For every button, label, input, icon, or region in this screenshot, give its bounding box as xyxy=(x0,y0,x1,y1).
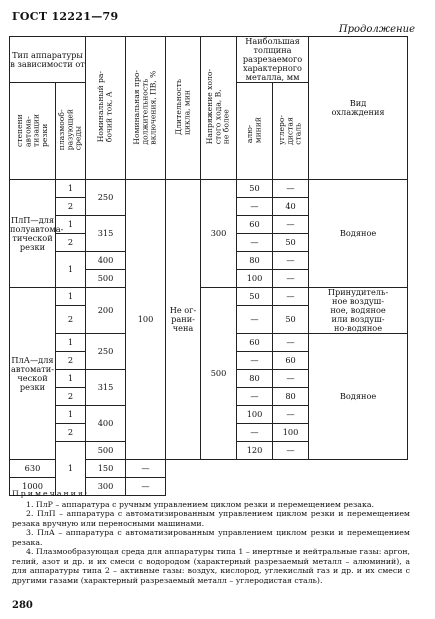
header-type-group: Тип аппаратуры в зависимости от xyxy=(10,37,86,83)
medium-cell: 2 xyxy=(56,198,86,216)
steel-cell: 60 xyxy=(273,352,309,370)
steel-cell: 40 xyxy=(273,198,309,216)
aluminium-cell: 100 xyxy=(237,270,273,288)
note-item: 1. ПлР – аппаратура с ручным управлением циклом резки и перемещением резака. xyxy=(26,499,374,509)
medium-cell: 2 xyxy=(56,234,86,252)
aluminium-cell: 50 xyxy=(237,288,273,306)
table-row xyxy=(10,180,408,198)
medium-cell: 1 xyxy=(56,442,86,496)
steel-cell: — xyxy=(273,334,309,352)
steel-cell: — xyxy=(273,180,309,198)
cycle-cell: Не ог- рани- чена xyxy=(166,180,201,460)
steel-cell: — xyxy=(273,442,309,460)
type-pla: ПлА—для автомати- ческой резки xyxy=(10,288,56,460)
voltage-cell: 300 xyxy=(201,180,237,288)
page-number: 280 xyxy=(12,600,33,611)
medium-cell: 1 xyxy=(56,370,86,388)
current-cell: 400 xyxy=(86,406,126,442)
current-cell: 500 xyxy=(86,442,126,460)
notes-section xyxy=(12,489,410,585)
notes-title: Примечания: xyxy=(12,489,90,498)
aluminium-cell: — xyxy=(237,424,273,442)
duration-cell: 100 xyxy=(126,180,166,460)
steel-cell: — xyxy=(273,270,309,288)
medium-cell: 1 xyxy=(56,334,86,352)
header-duration: Номинальная про- должительность включения, ПВ, % xyxy=(126,37,166,180)
cooling-cell: Принудитель- ное воздуш- ное, водяное или воздуш- но-водяное xyxy=(309,288,408,334)
steel-cell: — xyxy=(126,460,166,478)
medium-cell: 2 xyxy=(56,306,86,334)
cooling-cell: Водяное xyxy=(309,180,408,288)
medium-cell: 1 xyxy=(56,180,86,198)
specification-table xyxy=(9,36,408,496)
header-cycle: Длительность цикла, мин xyxy=(166,37,201,180)
aluminium-cell: — xyxy=(237,306,273,334)
aluminium-cell: 50 xyxy=(237,180,273,198)
aluminium-cell: — xyxy=(237,198,273,216)
medium-cell: 1 xyxy=(56,216,86,234)
cooling-cell: Водяное xyxy=(309,334,408,460)
current-cell: 250 xyxy=(86,334,126,370)
header-cooling: Вид охлаждения xyxy=(309,37,408,180)
current-cell: 250 xyxy=(86,180,126,216)
aluminium-cell: 150 xyxy=(86,460,126,478)
medium-cell: 2 xyxy=(56,424,86,442)
steel-cell: 50 xyxy=(273,234,309,252)
steel-cell: — xyxy=(273,288,309,306)
header-medium: плазмооб- разующей среды xyxy=(56,83,86,180)
steel-cell: — xyxy=(273,370,309,388)
standard-title: ГОСТ 12221—79 xyxy=(12,10,119,23)
aluminium-cell: 120 xyxy=(237,442,273,460)
header-current: Номинальный ра- бочий ток, А xyxy=(86,37,126,180)
medium-cell: 1 xyxy=(56,288,86,306)
current-cell: 400 xyxy=(86,252,126,270)
note-item: 2. ПлП – аппаратура с автоматизированным управлением циклом резки и перемещением резака вручную или переносными машинами. xyxy=(12,509,410,528)
steel-cell: 50 xyxy=(273,306,309,334)
medium-cell: 1 xyxy=(56,252,86,288)
steel-cell: — xyxy=(273,216,309,234)
current-cell: 500 xyxy=(86,270,126,288)
aluminium-cell: — xyxy=(237,234,273,252)
steel-cell: 80 xyxy=(273,388,309,406)
note-item: 3. ПлА – аппаратура с автоматизированным управлением циклом резки и перемещением резака. xyxy=(12,528,410,547)
aluminium-cell: 300 xyxy=(86,478,126,496)
current-cell: 200 xyxy=(86,288,126,334)
header-aluminium: алю- миний xyxy=(237,83,273,180)
current-cell: 630 xyxy=(10,460,56,478)
aluminium-cell: — xyxy=(237,388,273,406)
current-cell: 1000 xyxy=(10,478,56,496)
header-degree: степени автома- тизации резки xyxy=(10,83,56,180)
current-cell: 315 xyxy=(86,370,126,406)
header-steel: углеро- дистая сталь xyxy=(273,83,309,180)
note-item: 4. Плазмообразующая среда для аппаратуры типа 1 – инертные и нейтральные газы: аргон, гелий, азот и др. и их смеси с водородом (характерный разрезаемый металл – алюминий), а для аппаратуры типа 2 – активные газы: воздух, кислород, углекислый газ и др. и их смеси с другими газами (характерный разрезаемый металл – углеродистая сталь). xyxy=(12,547,410,585)
current-cell: 315 xyxy=(86,216,126,252)
steel-cell: 100 xyxy=(273,424,309,442)
steel-cell: — xyxy=(273,252,309,270)
aluminium-cell: 100 xyxy=(237,406,273,424)
aluminium-cell: 80 xyxy=(237,370,273,388)
aluminium-cell: 80 xyxy=(237,252,273,270)
aluminium-cell: 60 xyxy=(237,334,273,352)
medium-cell: 2 xyxy=(56,388,86,406)
steel-cell: — xyxy=(126,478,166,496)
aluminium-cell: — xyxy=(237,352,273,370)
aluminium-cell: 60 xyxy=(237,216,273,234)
type-ppp: ПлП—для полуавтома- тической резки xyxy=(10,180,56,288)
table-row xyxy=(10,288,408,306)
header-voltage: Напряжение холо- стого хода, В, не более xyxy=(201,37,237,180)
header-thickness-group: Наибольшая толщина разрезаемого характерного металла, мм xyxy=(237,37,309,83)
medium-cell: 2 xyxy=(56,352,86,370)
continuation-label: Продолжение xyxy=(338,24,415,35)
steel-cell: — xyxy=(273,406,309,424)
voltage-cell: 500 xyxy=(201,288,237,460)
medium-cell: 1 xyxy=(56,406,86,424)
